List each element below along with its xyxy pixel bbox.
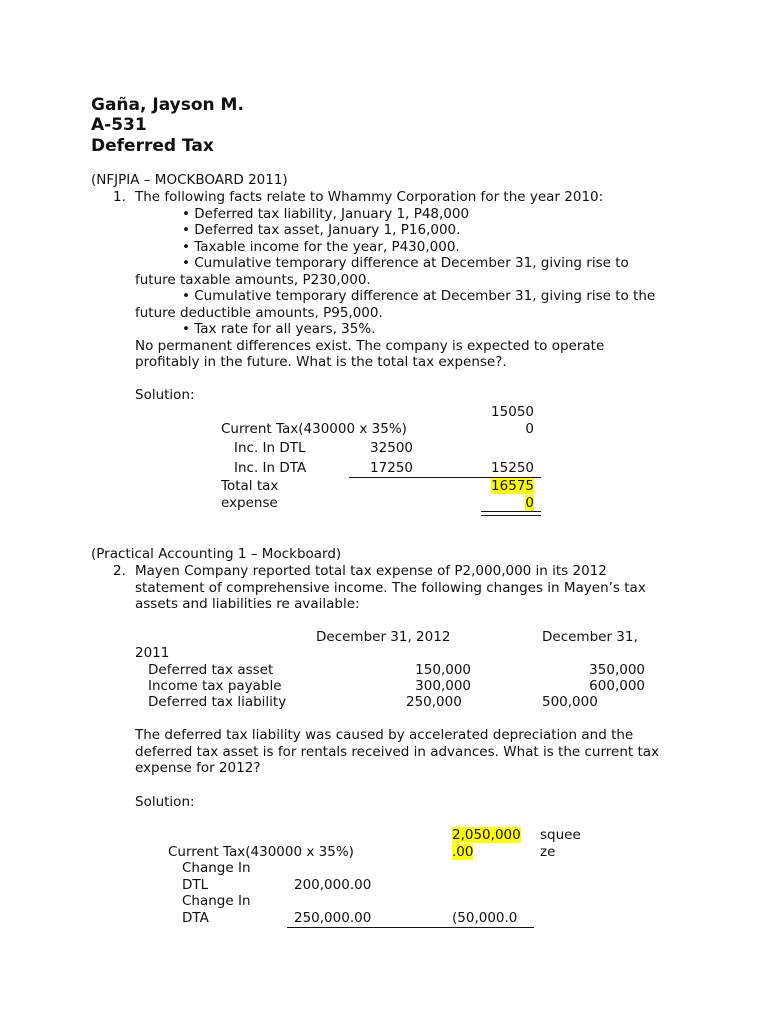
problem2-solution-label: Solution:: [135, 794, 195, 810]
highlight: 16575: [491, 478, 534, 494]
table-cell-2012: 300,000: [415, 678, 471, 694]
current-tax-label: Current Tax(430000 x 35%): [221, 421, 407, 437]
problem1-number: 1.: [113, 189, 126, 205]
current-tax-value-wrap: 0: [525, 421, 534, 437]
subtotal-rule: [287, 927, 534, 928]
highlight: 0: [525, 495, 534, 511]
problem1-question: No permanent differences exist. The company is expected to operate: [135, 338, 605, 354]
change-dta-label-wrap: DTA: [182, 910, 209, 926]
note-wrap: ze: [540, 844, 556, 860]
table-cell-2011: 350,000: [589, 662, 645, 678]
highlight: 2,050,000: [452, 827, 521, 843]
total-double-rule: [481, 511, 541, 516]
problem1-fact: • Deferred tax liability, January 1, P48,000: [182, 206, 470, 222]
table-row-label: Income tax payable: [148, 678, 282, 694]
author-name: Gaña, Jayson M.: [91, 95, 244, 115]
problem2-question: deferred tax asset is for rentals received in advances. What is the current tax: [135, 744, 660, 760]
problem1-intro: The following facts relate to Whammy Corporation for the year 2010:: [135, 189, 604, 205]
problem2-question: The deferred tax liability was caused by accelerated depreciation and the: [135, 727, 634, 743]
current-tax-value: 15050: [491, 404, 534, 420]
section-code: A-531: [91, 115, 147, 135]
problem2-source: (Practical Accounting 1 – Mockboard): [91, 546, 342, 562]
problem1-source: (NFJPIA – MOCKBOARD 2011): [91, 172, 288, 188]
total-tax-value-wrap: [470, 495, 534, 512]
change-dta-value: 250,000.00: [294, 910, 372, 926]
problem1-fact: • Cumulative temporary difference at December 31, giving rise to: [182, 255, 629, 271]
problem1-question: profitably in the future. What is the total tax expense?.: [135, 354, 507, 370]
current-tax-value: [452, 827, 521, 844]
net-change-value: (50,000.0: [452, 910, 518, 926]
table-header-2011-wrap: 2011: [135, 645, 170, 661]
table-cell-2011: 500,000: [542, 694, 598, 710]
change-dtl-value: 200,000.00: [294, 877, 372, 893]
problem2-intro: assets and liabilities re available:: [135, 596, 360, 612]
problem1-fact: • Deferred tax asset, January 1, P16,000.: [182, 222, 461, 238]
change-dta-label: Change In: [182, 893, 251, 909]
note: squee: [540, 827, 581, 843]
table-cell-2012: 250,000: [406, 694, 462, 710]
change-dtl-label: Change In: [182, 860, 251, 876]
inc-dtl-value: 32500: [370, 440, 413, 456]
total-tax-label-wrap: expense: [221, 495, 278, 511]
problem2-intro: Mayen Company reported total tax expense of P2,000,000 in its 2012: [135, 563, 607, 579]
problem1-fact: • Cumulative temporary difference at December 31, giving rise to the: [182, 288, 656, 304]
problem2-intro: statement of comprehensive income. The following changes in Mayen’s tax: [135, 580, 646, 596]
inc-dta-value: 17250: [370, 460, 413, 476]
table-row-label: Deferred tax asset: [148, 662, 274, 678]
problem1-fact: • Tax rate for all years, 35%.: [182, 321, 376, 337]
table-cell-2011: 600,000: [589, 678, 645, 694]
inc-dta-label: Inc. In DTA: [234, 460, 307, 476]
table-header-2012: December 31, 2012: [316, 629, 451, 645]
inc-dtl-label: Inc. In DTL: [234, 440, 306, 456]
total-tax-label: Total tax: [221, 478, 279, 494]
table-row-label: Deferred tax liability: [148, 694, 287, 710]
problem2-question: expense for 2012?: [135, 760, 261, 776]
net-change-value: 15250: [491, 460, 534, 476]
total-tax-value: [470, 478, 534, 495]
document-title: Deferred Tax: [91, 136, 214, 156]
table-cell-2012: 150,000: [415, 662, 471, 678]
problem1-fact: • Taxable income for the year, P430,000.: [182, 239, 460, 255]
table-header-2011: December 31,: [542, 629, 638, 645]
problem1-fact: future deductible amounts, P95,000.: [135, 305, 383, 321]
problem1-solution-label: Solution:: [135, 387, 195, 403]
change-dtl-label-wrap: DTL: [182, 877, 209, 893]
current-tax-label: Current Tax(430000 x 35%): [168, 844, 354, 860]
problem1-fact: future taxable amounts, P230,000.: [135, 272, 371, 288]
problem2-number: 2.: [113, 563, 126, 579]
highlight: .00: [452, 844, 474, 860]
current-tax-value-wrap: [452, 844, 473, 861]
